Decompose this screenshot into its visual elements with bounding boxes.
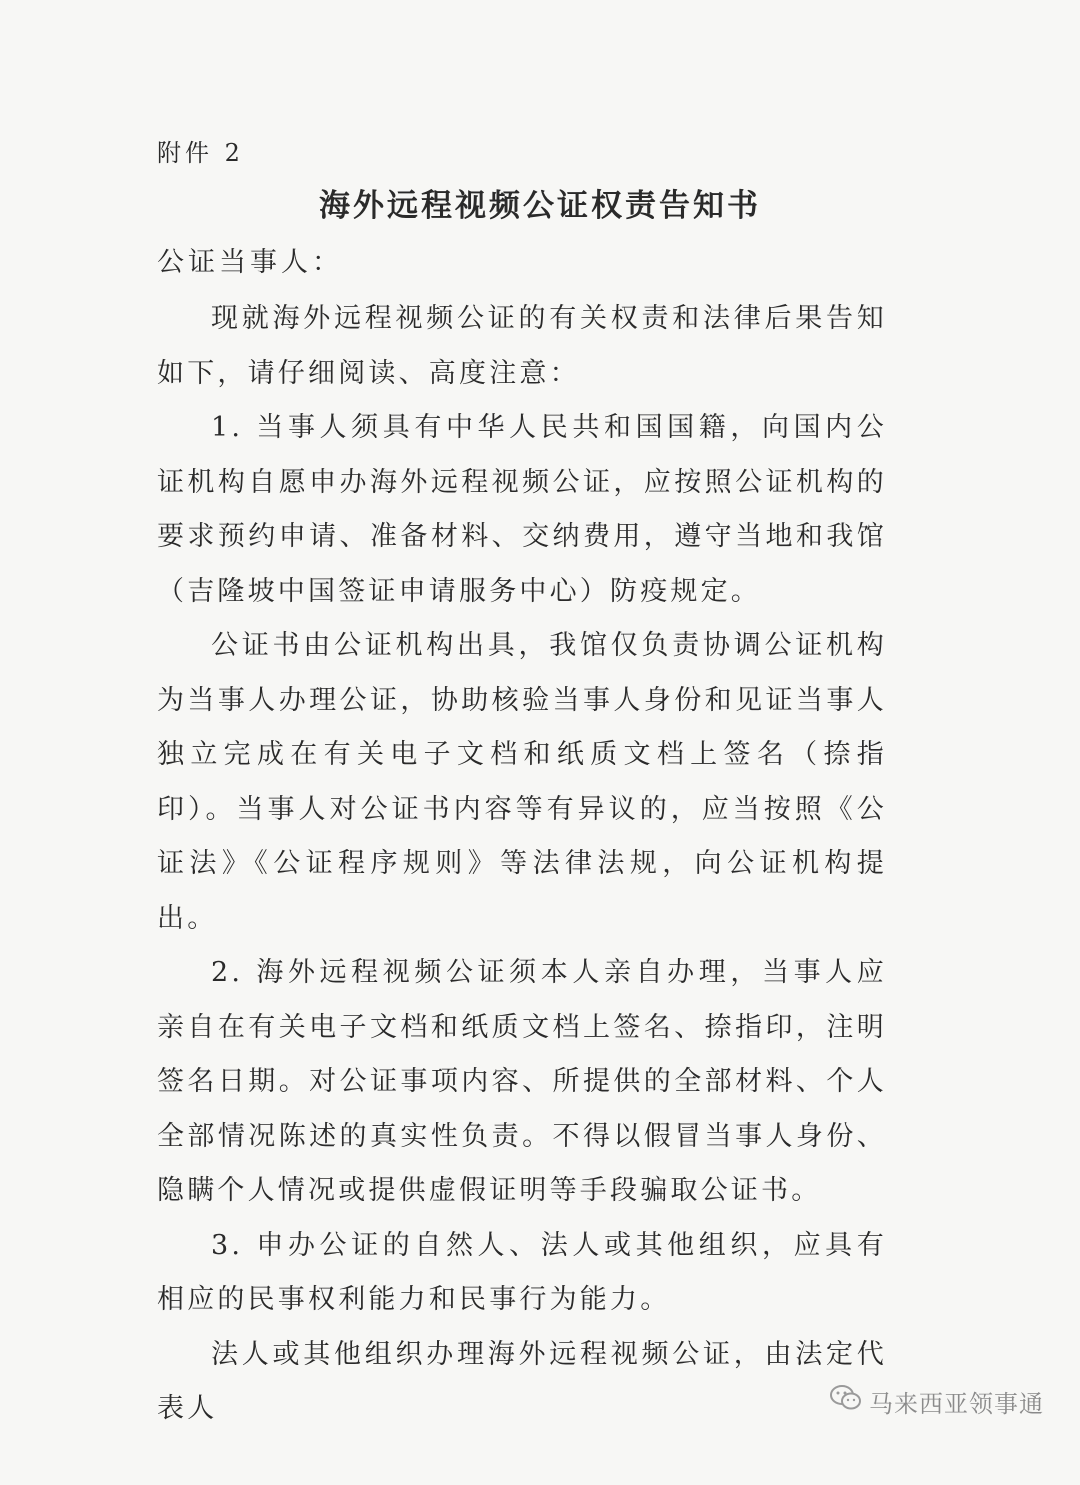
paragraph-item-3-note: 法人或其他组织办理海外远程视频公证，由法定代表人 [157,1338,887,1424]
paragraph-item-1: 1. 当事人须具有中华人民共和国国籍，向国内公证机构自愿申办海外远程视频公证，应按照公证机构的要求预约申请、准备材料、交纳费用，遵守当地和我馆（吉隆坡中国签证申请服务中心）防疫规定。 [157,412,887,607]
paragraph-item-2: 2. 海外远程视频公证须本人亲自办理，当事人应亲自在有关电子文档和纸质文档上签名、捺指印，注明签名日期。对公证事项内容、所提供的全部材料、个人全部情况陈述的真实性负责。不得以假冒当事人身份、隐瞒个人情况或提供虚假证明等手段骗取公证书。 [157,957,887,1206]
paragraph-intro: 现就海外远程视频公证的有关权责和法律后果告知如下，请仔细阅读、高度注意： [157,303,887,389]
paragraph-item-3: 3. 申办公证的自然人、法人或其他组织，应具有相应的民事权利能力和民事行为能力。 [157,1229,887,1315]
document-title: 海外远程视频公证权责告知书 [319,188,761,224]
attachment-label: 附件 2 [157,139,244,167]
wechat-icon [829,1383,863,1419]
salutation: 公证当事人： [157,247,343,278]
document-body [157,292,887,1437]
watermark-text: 马来西亚领事通 [869,1389,1044,1418]
paragraph-item-1-note: 公证书由公证机构出具，我馆仅负责协调公证机构为当事人办理公证，协助核验当事人身份和见证当事人独立完成在有关电子文档和纸质文档上签名（捺指印）。当事人对公证书内容等有异议的，应当按照《公证法》《公证程序规则》等法律法规，向公证机构提出。 [157,630,887,934]
watermark [829,1383,1044,1419]
